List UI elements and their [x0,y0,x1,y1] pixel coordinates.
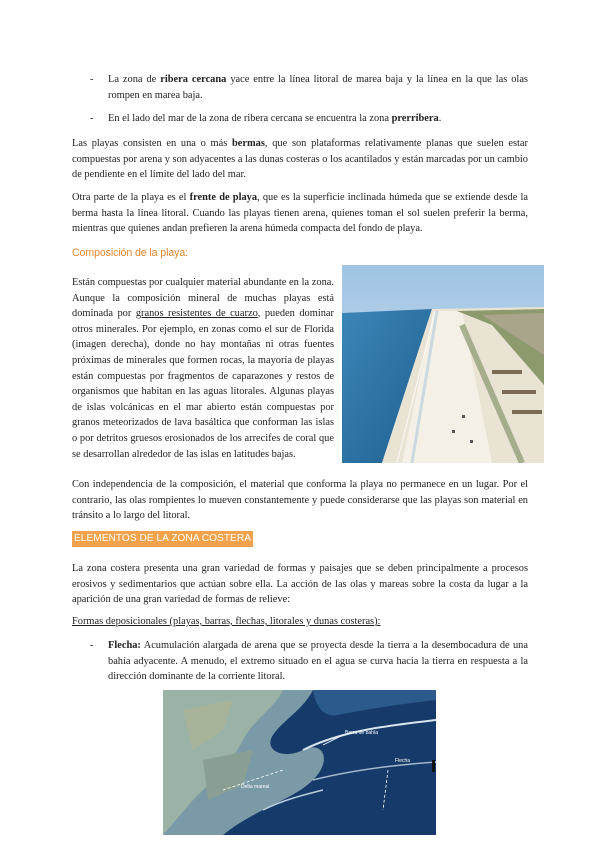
bullet-dash: - [90,640,94,651]
heading-elementos-zona-costera: ELEMENTOS DE LA ZONA COSTERA [72,531,253,547]
bullet-ribera-cercana: La zona de ribera cercana yace entre la línea litoral de marea baja y la línea en la que las olas rompen en marea baja. [108,74,528,101]
paragraph-composicion: Están compuestas por cualquier material abundante en la zona. Aunque la composición mineral de muchas playas está dominada por granos resistentes de cuarzo, pueden dominar otros minerales. Por ejemplo, en zonas como el sur de Florida (imagen derecha), donde no hay montañas ni otras fuentes próximas de minerales que formen rocas, la mayoría de playas están compuestas por fragmentos de caparazones y restos de organismos que habitan en las aguas litorales. Algunas playas de islas volcánicas en el mar abierto están compuestas por granos meteorizados de lava basáltica que conforman las islas o por detritos gruesos erosionados de los arrecifes de coral que se desarrollan alrededor de las islas en latitudes bajas. [72,277,334,460]
bullet-dash: - [90,113,94,124]
bullet-dash: - [90,74,94,85]
paragraph-bermas: Las playas consisten en una o más bermas, que son plataformas relativamente planas que suelen estar compuestas por arena y son adyacentes a las dunas costeras o los acantilados y están marcadas por un cambio de pendiente en el límite del lado del mar. [72,138,528,181]
paragraph-zona-costera: La zona costera presenta una gran variedad de formas y paisajes que se deben principalmente a procesos erosivos y sedimentarios que actúan sobre ella. La acción de las olas y mareas sobre la costa da lugar a la aparición de una gran variedad de formas de relieve: [72,563,528,606]
map-label-barra: Barra de bahía [345,730,379,736]
coastal-satellite-image [163,690,436,835]
bullet-prerribera: En el lado del mar de la zona de ribera cercana se encuentra la zona prerribera. [108,113,442,124]
margin-mark [432,760,435,772]
map-label-delta: Delta mareal [241,784,270,790]
heading-composicion: Composición de la playa: [72,247,188,259]
map-label-flecha: Flecha [395,758,411,764]
paragraph-independencia: Con independencia de la composición, el material que conforma la playa no permanece en un lugar. Por el contrario, las olas rompientes lo mueven constantemente y puede considerarse que las playas son material en tránsito a lo largo del litoral. [72,479,528,522]
beach-photo [342,265,544,463]
formas-deposicionales-heading: Formas deposicionales (playas, barras, flechas, litorales y dunas costeras): [72,616,381,627]
beach-aerial-image [342,265,544,463]
satellite-map-image [163,690,436,835]
paragraph-frente-playa: Otra parte de la playa es el frente de playa, que es la superficie inclinada húmeda que se extiende desde la berma hasta la línea litoral. Cuando las playas tienen arena, quienes toman el sol suelen preferir la berma, mientras que quienes andan prefieren la arena húmeda compacta del fondo de playa. [72,192,529,235]
bullet-flecha: Flecha: Acumulación alargada de arena que se proyecta desde la tierra a la desembocadura de una bahía adyacente. A menudo, el extremo situado en el agua se curva hacia la tierra en respuesta a la dirección dominante de la corriente litoral. [108,640,528,683]
